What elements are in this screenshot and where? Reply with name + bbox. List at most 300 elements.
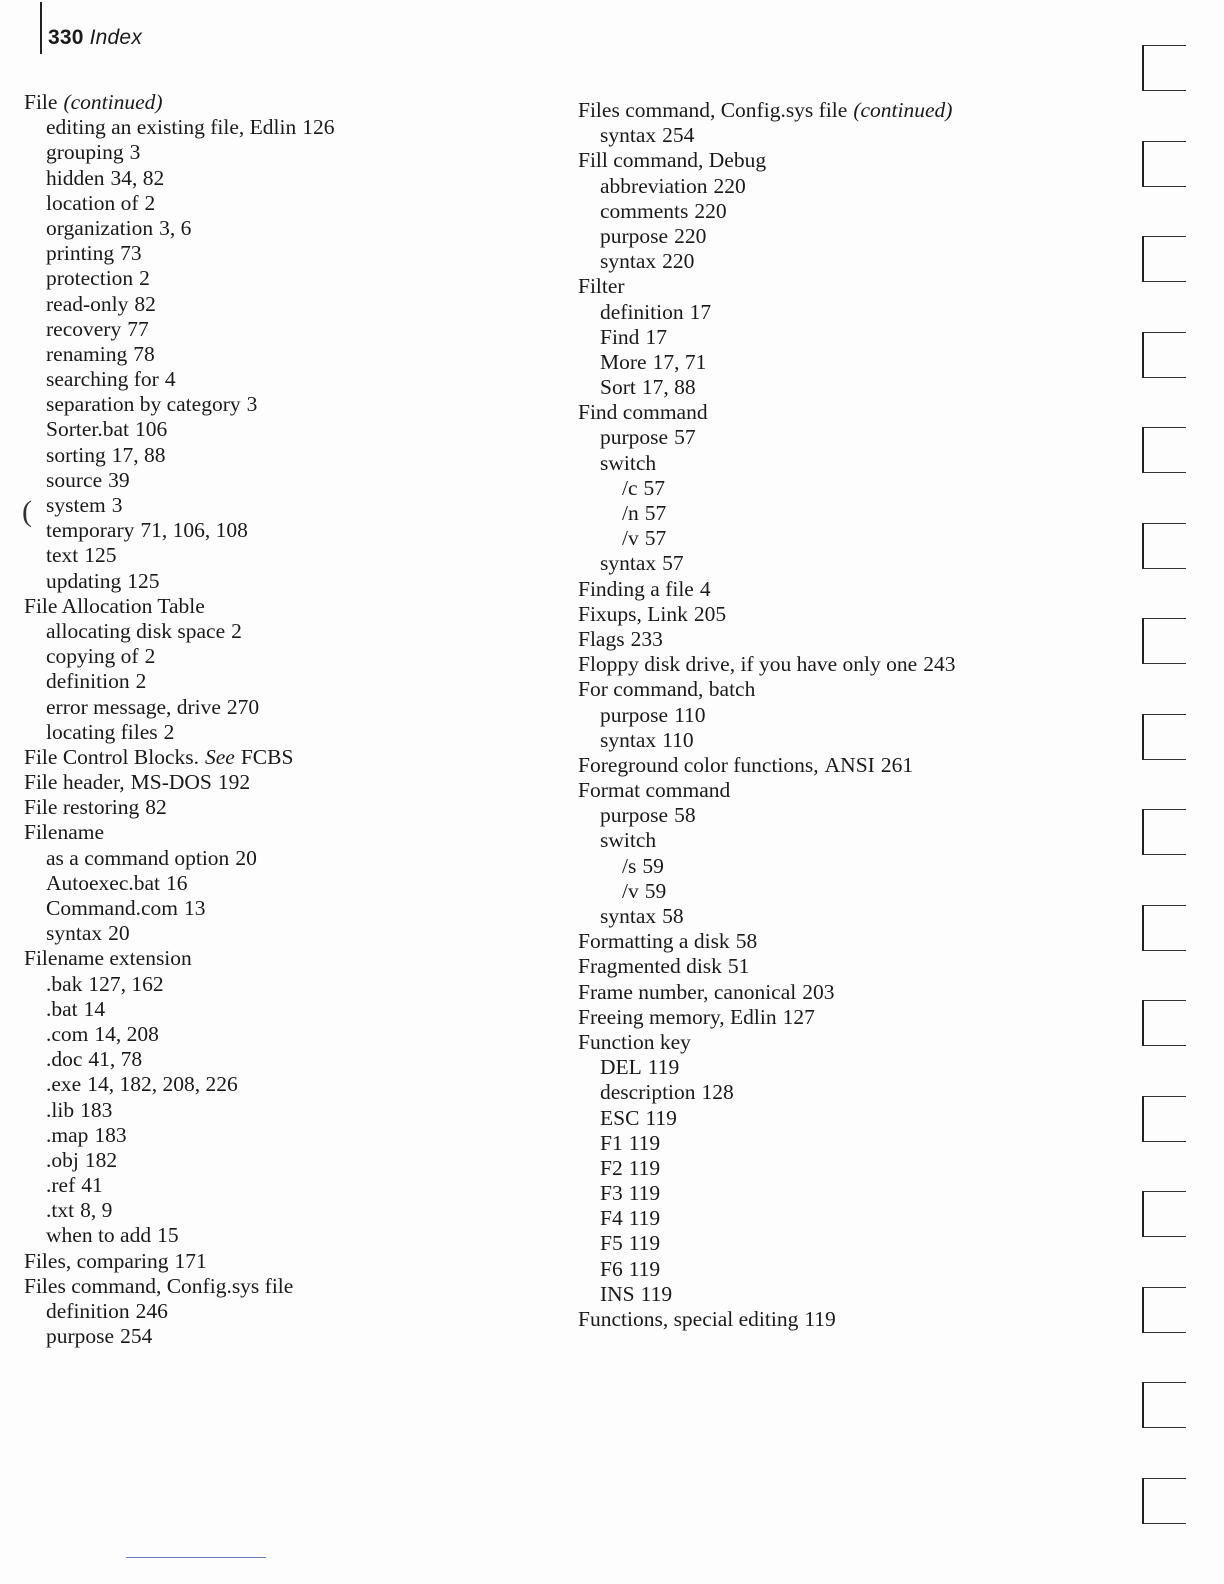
index-page-refs: 57: [662, 551, 684, 576]
index-page-refs: 59: [644, 878, 667, 903]
index-term: .obj: [46, 1147, 79, 1172]
index-page-refs: 58: [662, 904, 684, 928]
index-page-refs: 119: [645, 1105, 677, 1130]
index-entry: [24, 1274, 334, 1299]
index-page-refs: 34, 82: [110, 165, 165, 190]
index-term: Command.com: [46, 896, 178, 920]
index-term: Freeing memory, Edlin: [578, 1004, 777, 1029]
index-entry: [24, 1047, 334, 1072]
index-term: File Control Blocks.: [24, 744, 199, 769]
index-entry: [578, 904, 955, 929]
index-page-refs: 127, 162: [88, 971, 164, 996]
thumb-index-tab: [1142, 1096, 1186, 1142]
index-page-refs: 183: [94, 1122, 127, 1147]
index-term: /s: [622, 853, 637, 878]
index-entry: [578, 980, 955, 1005]
index-entry: [578, 753, 955, 778]
index-page-refs: 78: [133, 341, 155, 366]
index-entry: [578, 123, 955, 148]
index-term: sorting: [46, 442, 106, 467]
index-term: updating: [46, 568, 122, 593]
index-term: searching for: [46, 367, 159, 392]
index-term: Functions, special editing: [578, 1307, 799, 1331]
index-term: separation by category: [46, 392, 241, 417]
thumb-index-tab: [1142, 236, 1186, 282]
index-page-refs: 16: [166, 870, 188, 895]
index-column-right: [578, 98, 955, 1332]
index-entry: [578, 854, 955, 879]
index-term: Filter: [578, 274, 625, 299]
index-term: .bat: [46, 996, 78, 1021]
index-page-refs: 58: [735, 929, 758, 954]
index-term: F3: [600, 1181, 623, 1206]
index-term: File restoring: [24, 795, 140, 820]
index-page-refs: 13: [183, 896, 206, 920]
index-term: editing an existing file, Edlin: [46, 115, 297, 140]
index-page-refs: 71, 106, 108: [140, 518, 248, 543]
index-term: File header,: [24, 770, 125, 795]
index-page-refs: 233: [630, 626, 663, 651]
index-entry: [578, 1131, 955, 1156]
index-page-refs: 125: [84, 543, 117, 568]
index-entry: [24, 997, 334, 1022]
index-entry: [578, 954, 955, 979]
index-page-refs: 119: [628, 1256, 661, 1281]
index-entry: [578, 174, 955, 199]
index-term: hidden: [46, 165, 105, 190]
thumb-index-tab: [1142, 905, 1186, 951]
index-entry: [24, 518, 334, 543]
index-entry: [578, 249, 955, 274]
index-page-refs: 192: [217, 770, 251, 795]
index-entry: [578, 300, 955, 325]
index-term: Frame number, canonical: [578, 979, 797, 1004]
index-entry: [24, 216, 334, 241]
index-page-refs: 41, 78: [88, 1047, 143, 1072]
index-entry: [24, 946, 334, 971]
thumb-index-tab: [1142, 714, 1186, 760]
index-term: definition: [46, 1299, 130, 1323]
index-entry: [24, 1148, 334, 1173]
index-entry: [578, 1005, 955, 1030]
index-term: Formatting a disk: [578, 929, 730, 954]
index-entry: [578, 602, 955, 627]
index-page-refs: 2: [144, 644, 156, 669]
thumb-index-tab: [1142, 618, 1186, 664]
index-term: as a command option: [46, 845, 230, 870]
index-entry: [24, 392, 334, 417]
index-term: definition: [46, 669, 130, 694]
index-page-refs: 14: [83, 996, 106, 1021]
index-term: purpose: [600, 223, 669, 248]
index-term: Find: [600, 324, 640, 349]
index-entry: [24, 1299, 334, 1324]
index-entry: [578, 1106, 955, 1131]
index-entry: [578, 400, 955, 425]
index-entry: [578, 501, 955, 526]
section-title: Index: [89, 26, 143, 49]
index-page-refs: 14, 182, 208, 226: [87, 1072, 238, 1097]
index-term: error message, drive: [46, 694, 221, 719]
index-entry: [24, 644, 334, 669]
index-term: Sort: [600, 375, 636, 400]
thumb-index-tab: [1142, 1382, 1186, 1428]
index-entry: [578, 1307, 955, 1332]
index-entry: [578, 476, 955, 501]
index-entry: [578, 451, 955, 476]
index-entry: [578, 803, 955, 828]
index-term: when to add: [46, 1223, 152, 1248]
index-page-refs: 119: [628, 1130, 661, 1155]
index-term: F6: [600, 1256, 623, 1281]
index-page-refs: 2: [135, 669, 147, 694]
index-entry: [24, 1098, 334, 1123]
index-entry: [24, 745, 334, 770]
index-page-refs: 254: [120, 1324, 153, 1349]
index-column-left: [24, 90, 334, 1349]
index-entry: [578, 728, 955, 753]
index-entry: [578, 1206, 955, 1231]
index-entry: [578, 577, 955, 602]
index-page-refs: 270: [226, 694, 260, 719]
index-page-refs: 73: [120, 241, 142, 266]
index-term: switch: [600, 828, 657, 853]
index-page-refs: 77: [127, 316, 149, 341]
index-page-refs: 17: [645, 324, 667, 349]
index-entry: [578, 652, 955, 677]
index-entry: [24, 770, 334, 795]
index-page-refs: 119: [628, 1181, 661, 1206]
index-term: purpose: [46, 1324, 115, 1349]
index-term: grouping: [46, 140, 124, 165]
index-page-refs: 41: [81, 1173, 103, 1198]
thumb-index-tab: [1142, 141, 1186, 187]
index-page-refs: 125: [127, 568, 160, 593]
index-entry: [24, 90, 334, 115]
index-entry: [24, 695, 334, 720]
index-page-refs: 2: [231, 618, 242, 643]
index-term: organization: [46, 215, 154, 240]
index-entry: [24, 266, 334, 291]
index-term: .doc: [46, 1047, 83, 1072]
index-term: system: [46, 493, 106, 517]
thumb-index-tab: [1142, 1287, 1186, 1333]
index-term: File: [24, 90, 58, 114]
index-page-refs: 20: [235, 845, 257, 870]
index-term: text: [46, 543, 79, 568]
index-term: Autoexec.bat: [46, 870, 161, 895]
index-page-refs: 119: [628, 1231, 661, 1256]
index-term: protection: [46, 266, 134, 291]
index-page-refs: 127: [782, 1004, 815, 1029]
index-entry: [578, 677, 955, 702]
index-page-refs: 57: [643, 475, 666, 500]
thumb-index-tab: [1142, 523, 1186, 569]
index-page-refs: 58: [674, 803, 696, 828]
index-entry: [578, 1257, 955, 1282]
index-term: syntax: [600, 904, 657, 928]
index-entry: [578, 199, 955, 224]
index-term: syntax: [600, 123, 657, 148]
index-page-refs: 261: [880, 752, 914, 777]
index-page-refs: 57: [674, 425, 696, 450]
index-entry: [24, 241, 334, 266]
index-page-refs: 20: [108, 921, 130, 946]
index-entry: [24, 166, 334, 191]
index-entry: [578, 778, 955, 803]
index-entry: [24, 1173, 334, 1198]
index-term: syntax: [600, 551, 657, 576]
index-entry: [578, 148, 955, 173]
index-page-refs: 203: [802, 979, 835, 1004]
index-entry: [578, 703, 955, 728]
index-term: renaming: [46, 341, 128, 366]
header-rule: [40, 2, 42, 54]
index-term: /n: [622, 501, 639, 525]
index-page-refs: 17, 88: [641, 375, 696, 400]
index-page-refs: 220: [713, 173, 746, 198]
index-entry: [578, 1231, 955, 1256]
index-page-refs: 8, 9: [80, 1198, 113, 1223]
index-term: temporary: [46, 518, 135, 543]
index-entry: [24, 669, 334, 694]
index-term: description: [600, 1080, 696, 1105]
index-entry: [24, 367, 334, 392]
index-cross-reference: FCBS: [240, 744, 294, 769]
index-page-refs: 119: [804, 1307, 836, 1331]
index-term: Floppy disk drive, if you have only one: [578, 652, 918, 677]
thumb-index-tab: [1142, 1191, 1186, 1237]
page-number: 330: [48, 26, 84, 49]
index-page-refs: 4: [699, 576, 711, 601]
index-term: Flags: [578, 626, 625, 651]
index-term: .ref: [46, 1173, 76, 1198]
index-term: locating files: [46, 719, 158, 744]
index-term: F2: [600, 1155, 623, 1180]
index-entry: [24, 720, 334, 745]
index-entry: [578, 1181, 955, 1206]
index-page-refs: 220: [694, 198, 727, 223]
index-page-refs: 59: [642, 853, 664, 878]
index-term: Format command: [578, 778, 731, 803]
index-page-refs: 82: [134, 291, 156, 316]
index-page-refs: 51: [727, 954, 750, 979]
index-entry: [24, 871, 334, 896]
index-term: syntax: [600, 249, 657, 274]
index-term: .com: [46, 1021, 89, 1046]
index-term: purpose: [600, 425, 669, 450]
index-page-refs: 3: [111, 493, 123, 517]
index-term: Files command, Config.sys file: [578, 98, 848, 122]
index-entry: [578, 1055, 955, 1080]
index-term: INS: [600, 1281, 635, 1306]
index-entry: [24, 1249, 334, 1274]
index-term: More: [600, 349, 647, 374]
index-italic-note: See: [205, 744, 235, 769]
index-page-refs: 243: [923, 652, 956, 677]
index-entry: [24, 846, 334, 871]
index-term: F4: [600, 1206, 623, 1231]
index-page-refs: 220: [662, 249, 695, 274]
index-term: Files, comparing: [24, 1248, 169, 1273]
index-page-refs: 110: [662, 727, 694, 752]
index-term: .map: [46, 1122, 89, 1147]
index-term: .exe: [46, 1072, 82, 1097]
index-page-refs: 183: [80, 1097, 113, 1122]
index-term: purpose: [600, 803, 669, 828]
index-term: abbreviation: [600, 173, 708, 198]
index-term: F1: [600, 1130, 623, 1155]
index-entry: [578, 325, 955, 350]
index-entry: [24, 342, 334, 367]
index-entry: [578, 224, 955, 249]
index-entry: [24, 921, 334, 946]
index-page-refs: 119: [640, 1281, 673, 1306]
index-entry: [578, 526, 955, 551]
index-entry: [24, 594, 334, 619]
index-term: switch: [600, 450, 657, 475]
index-page-refs: 205: [693, 601, 727, 626]
index-term: source: [46, 467, 103, 492]
index-term: /v: [622, 526, 639, 551]
index-term: purpose: [600, 702, 669, 727]
index-term: syntax: [46, 921, 103, 946]
index-entry: [24, 820, 334, 845]
index-page-refs: 126: [302, 115, 335, 140]
index-page-refs: 3: [246, 392, 258, 417]
index-term: definition: [600, 299, 684, 324]
index-term: read-only: [46, 291, 129, 316]
index-term: ESC: [600, 1105, 640, 1130]
index-page-refs: 57: [644, 526, 667, 551]
index-entry: [24, 317, 334, 342]
index-page-refs: 128: [701, 1080, 734, 1105]
index-page-refs: 17: [689, 299, 712, 324]
index-smallcaps-term: ANSI: [824, 752, 875, 777]
index-entry: [578, 879, 955, 904]
index-term: printing: [46, 241, 115, 266]
index-term: Sorter.bat: [46, 417, 129, 442]
bottom-rule: [126, 1557, 266, 1558]
index-page-refs: 14, 208: [94, 1021, 159, 1046]
index-entry: [578, 1080, 955, 1105]
index-page-refs: 39: [108, 467, 130, 492]
index-entry: [24, 443, 334, 468]
index-entry: [578, 1282, 955, 1307]
margin-bracket-mark: (: [22, 495, 32, 528]
index-term: syntax: [600, 727, 657, 752]
index-page-refs: 2: [163, 719, 175, 744]
index-page-refs: 220: [674, 223, 707, 248]
index-term: /c: [622, 475, 638, 500]
index-term: location of: [46, 190, 139, 215]
index-term: Fragmented disk: [578, 954, 722, 979]
index-page-refs: 106: [135, 417, 168, 442]
index-term: For command, batch: [578, 677, 756, 702]
index-page-refs: 15: [157, 1223, 179, 1248]
index-page-refs: 110: [674, 702, 706, 727]
index-entry: [24, 795, 334, 820]
index-entry: [24, 1123, 334, 1148]
index-page-refs: 254: [662, 123, 695, 148]
index-entry: [24, 619, 334, 644]
index-entry: [24, 493, 334, 518]
index-page-refs: 2: [139, 266, 150, 291]
index-entry: [24, 417, 334, 442]
index-page-refs: 57: [644, 501, 667, 525]
index-page-refs: 246: [135, 1299, 168, 1323]
index-entry: [578, 551, 955, 576]
thumb-index-tab: [1142, 1000, 1186, 1046]
index-entry: [24, 1324, 334, 1349]
thumb-index-tab: [1142, 1478, 1186, 1524]
index-term: copying of: [46, 644, 139, 669]
index-term: DEL: [600, 1055, 642, 1080]
index-entry: [24, 569, 334, 594]
index-entry: [578, 98, 955, 123]
index-page-refs: 119: [628, 1155, 661, 1180]
index-smallcaps-term: MS-DOS: [130, 770, 212, 795]
index-entry: [578, 929, 955, 954]
index-entry: [24, 140, 334, 165]
index-page-refs: 3: [129, 140, 141, 165]
index-term: .lib: [46, 1097, 75, 1122]
index-page-refs: 171: [174, 1248, 207, 1273]
index-italic-note: (continued): [853, 98, 953, 122]
index-entry: [578, 425, 955, 450]
index-term: comments: [600, 198, 689, 223]
index-term: Fixups, Link: [578, 601, 688, 626]
index-term: recovery: [46, 316, 122, 341]
index-italic-note: (continued): [63, 90, 163, 114]
index-entry: [24, 1072, 334, 1097]
index-entry: [578, 274, 955, 299]
thumb-index-tab: [1142, 45, 1186, 91]
thumb-index-tab: [1142, 809, 1186, 855]
index-entry: [578, 1156, 955, 1181]
index-term: Filename: [24, 820, 105, 845]
index-entry: [578, 627, 955, 652]
index-entry: [24, 191, 334, 216]
thumb-index-tab: [1142, 332, 1186, 378]
index-page-refs: 3, 6: [159, 215, 192, 240]
index-term: Files command, Config.sys file: [24, 1273, 294, 1298]
index-entry: [578, 375, 955, 400]
index-entry: [578, 350, 955, 375]
index-entry: [578, 828, 955, 853]
index-entry: [578, 1030, 955, 1055]
index-page-refs: 17, 88: [111, 442, 166, 467]
index-page-refs: 119: [628, 1206, 661, 1231]
index-page-refs: 82: [145, 795, 167, 820]
index-term: Function key: [578, 1029, 691, 1054]
index-term: Filename extension: [24, 946, 192, 971]
index-page-refs: 182: [84, 1147, 118, 1172]
thumb-index-tab: [1142, 427, 1186, 473]
index-entry: [24, 1022, 334, 1047]
index-entry: [24, 1223, 334, 1248]
index-page-refs: 4: [164, 367, 176, 392]
index-term: /v: [622, 878, 639, 903]
index-term: Foreground color functions,: [578, 752, 819, 777]
index-entry: [24, 115, 334, 140]
index-term: Find command: [578, 400, 708, 425]
index-entry: [24, 896, 334, 921]
index-page-refs: 17, 71: [652, 349, 707, 374]
index-entry: [24, 1198, 334, 1223]
page-header: [48, 26, 142, 50]
index-page-refs: 2: [144, 190, 156, 215]
